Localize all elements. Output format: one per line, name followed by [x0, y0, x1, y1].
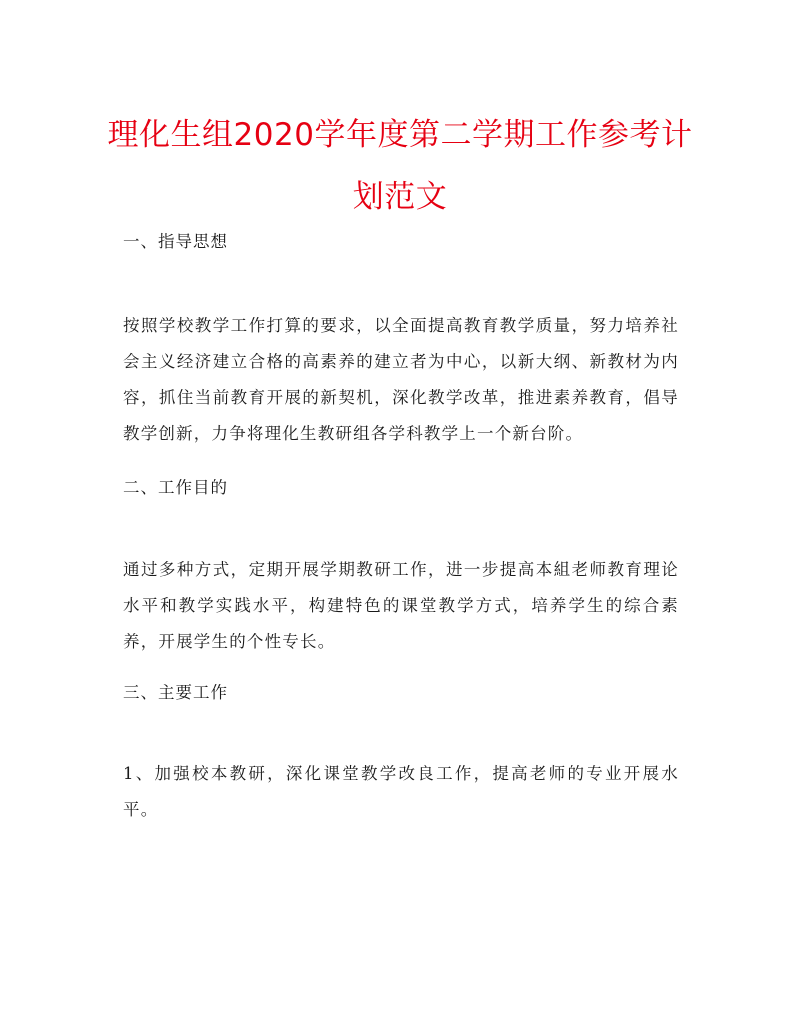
section-heading-guiding-thought: 一、指导思想: [123, 232, 228, 251]
document-title: 理化生组2020学年度第二学期工作参考计划范文: [107, 117, 693, 215]
section-heading-main-work: 三、主要工作: [123, 683, 228, 702]
section-paragraph-work-goals: 通过多种方式，定期开展学期教研工作，进一步提高本組老师教育理论水平和教学实践水平，构建特色的课堂教学方式，培养学生的综合素养，开展学生的个性专长。: [123, 560, 679, 651]
section-heading-work-goals: 二、工作目的: [123, 478, 228, 497]
section-paragraph-main-work: 1、加强校本教研，深化课堂教学改良工作，提高老师的专业开展水平。: [123, 764, 679, 819]
section-paragraph-guiding-thought: 按照学校教学工作打算的要求，以全面提高教育教学质量，努力培养社会主义经济建立合格的高素养的建立者为中心，以新大纲、新教材为内容，抓住当前教育开展的新契机，深化教学改革，推进素养教育，倡导教学创新，力争将理化生教研组各学科教学上一个新台阶。: [123, 316, 679, 443]
